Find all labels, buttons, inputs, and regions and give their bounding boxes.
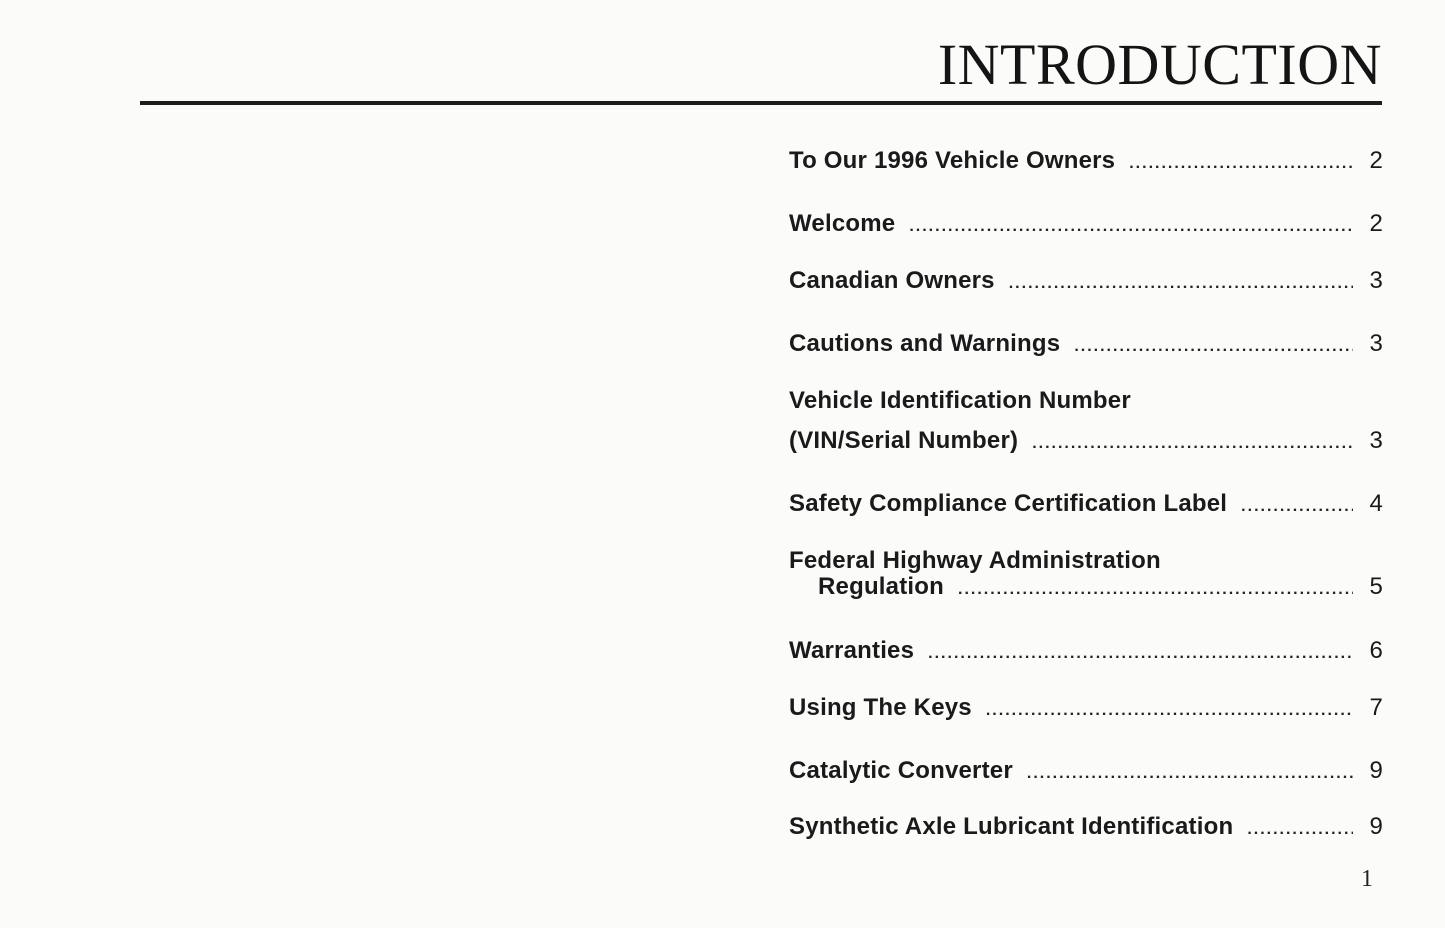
- toc-entry[interactable]: [789, 756, 1383, 789]
- table-of-contents: [789, 0, 1383, 928]
- toc-entry-page: 7: [1369, 694, 1383, 721]
- page-title: INTRODUCTION: [937, 32, 1382, 97]
- toc-entry[interactable]: [789, 693, 1383, 726]
- toc-entry-page: 2: [1369, 210, 1383, 237]
- toc-entry-label: Federal Highway Administration: [789, 547, 1161, 574]
- toc-entry[interactable]: [789, 489, 1383, 522]
- toc-entry-label: Canadian Owners: [789, 267, 995, 294]
- toc-leader: [1027, 759, 1353, 789]
- toc-leader: [1129, 149, 1353, 179]
- toc-entry-page: 5: [1369, 573, 1383, 600]
- toc-entry-label: Using The Keys: [789, 694, 972, 721]
- toc-entry-page: 9: [1369, 757, 1383, 784]
- toc-entry[interactable]: [789, 636, 1383, 669]
- toc-leader: [928, 639, 1353, 669]
- toc-leader: [1009, 269, 1353, 299]
- toc-entry-page: 4: [1369, 490, 1383, 517]
- toc-leader: [1074, 332, 1353, 362]
- toc-entry-label: Cautions and Warnings: [789, 330, 1061, 357]
- toc-entry-page: 6: [1369, 637, 1383, 664]
- toc-entry-label: Catalytic Converter: [789, 757, 1013, 784]
- toc-entry-label: Vehicle Identification Number: [789, 387, 1131, 414]
- toc-entry[interactable]: [789, 329, 1383, 362]
- toc-entry[interactable]: [789, 209, 1383, 242]
- toc-leader: [1247, 815, 1353, 845]
- toc-entry[interactable]: [789, 386, 1383, 459]
- toc-entry-page: 3: [1369, 330, 1383, 357]
- toc-entry-label: Synthetic Axle Lubricant Identification: [789, 813, 1234, 840]
- toc-leader: [958, 575, 1353, 605]
- toc-leader: [909, 212, 1353, 242]
- page-number: 1: [1361, 866, 1373, 892]
- toc-entry-page: 3: [1369, 427, 1383, 454]
- toc-entry[interactable]: [789, 146, 1383, 179]
- toc-entry-label: Warranties: [789, 637, 915, 664]
- toc-entry[interactable]: [789, 266, 1383, 299]
- toc-leader: [986, 696, 1353, 726]
- toc-entry-label-continued: (VIN/Serial Number): [789, 427, 1019, 454]
- toc-entry-label: Welcome: [789, 210, 896, 237]
- toc-entry[interactable]: [789, 546, 1383, 605]
- toc-entry-label: To Our 1996 Vehicle Owners: [789, 147, 1116, 174]
- toc-leader: [1032, 429, 1353, 459]
- toc-entry-page: 9: [1369, 813, 1383, 840]
- toc-leader: [1241, 492, 1353, 522]
- toc-entry-label-continued: Regulation: [818, 573, 944, 600]
- toc-entry-label: Safety Compliance Certification Label: [789, 490, 1228, 517]
- toc-entry-page: 2: [1369, 147, 1383, 174]
- toc-entry[interactable]: [789, 812, 1383, 845]
- toc-entry-page: 3: [1369, 267, 1383, 294]
